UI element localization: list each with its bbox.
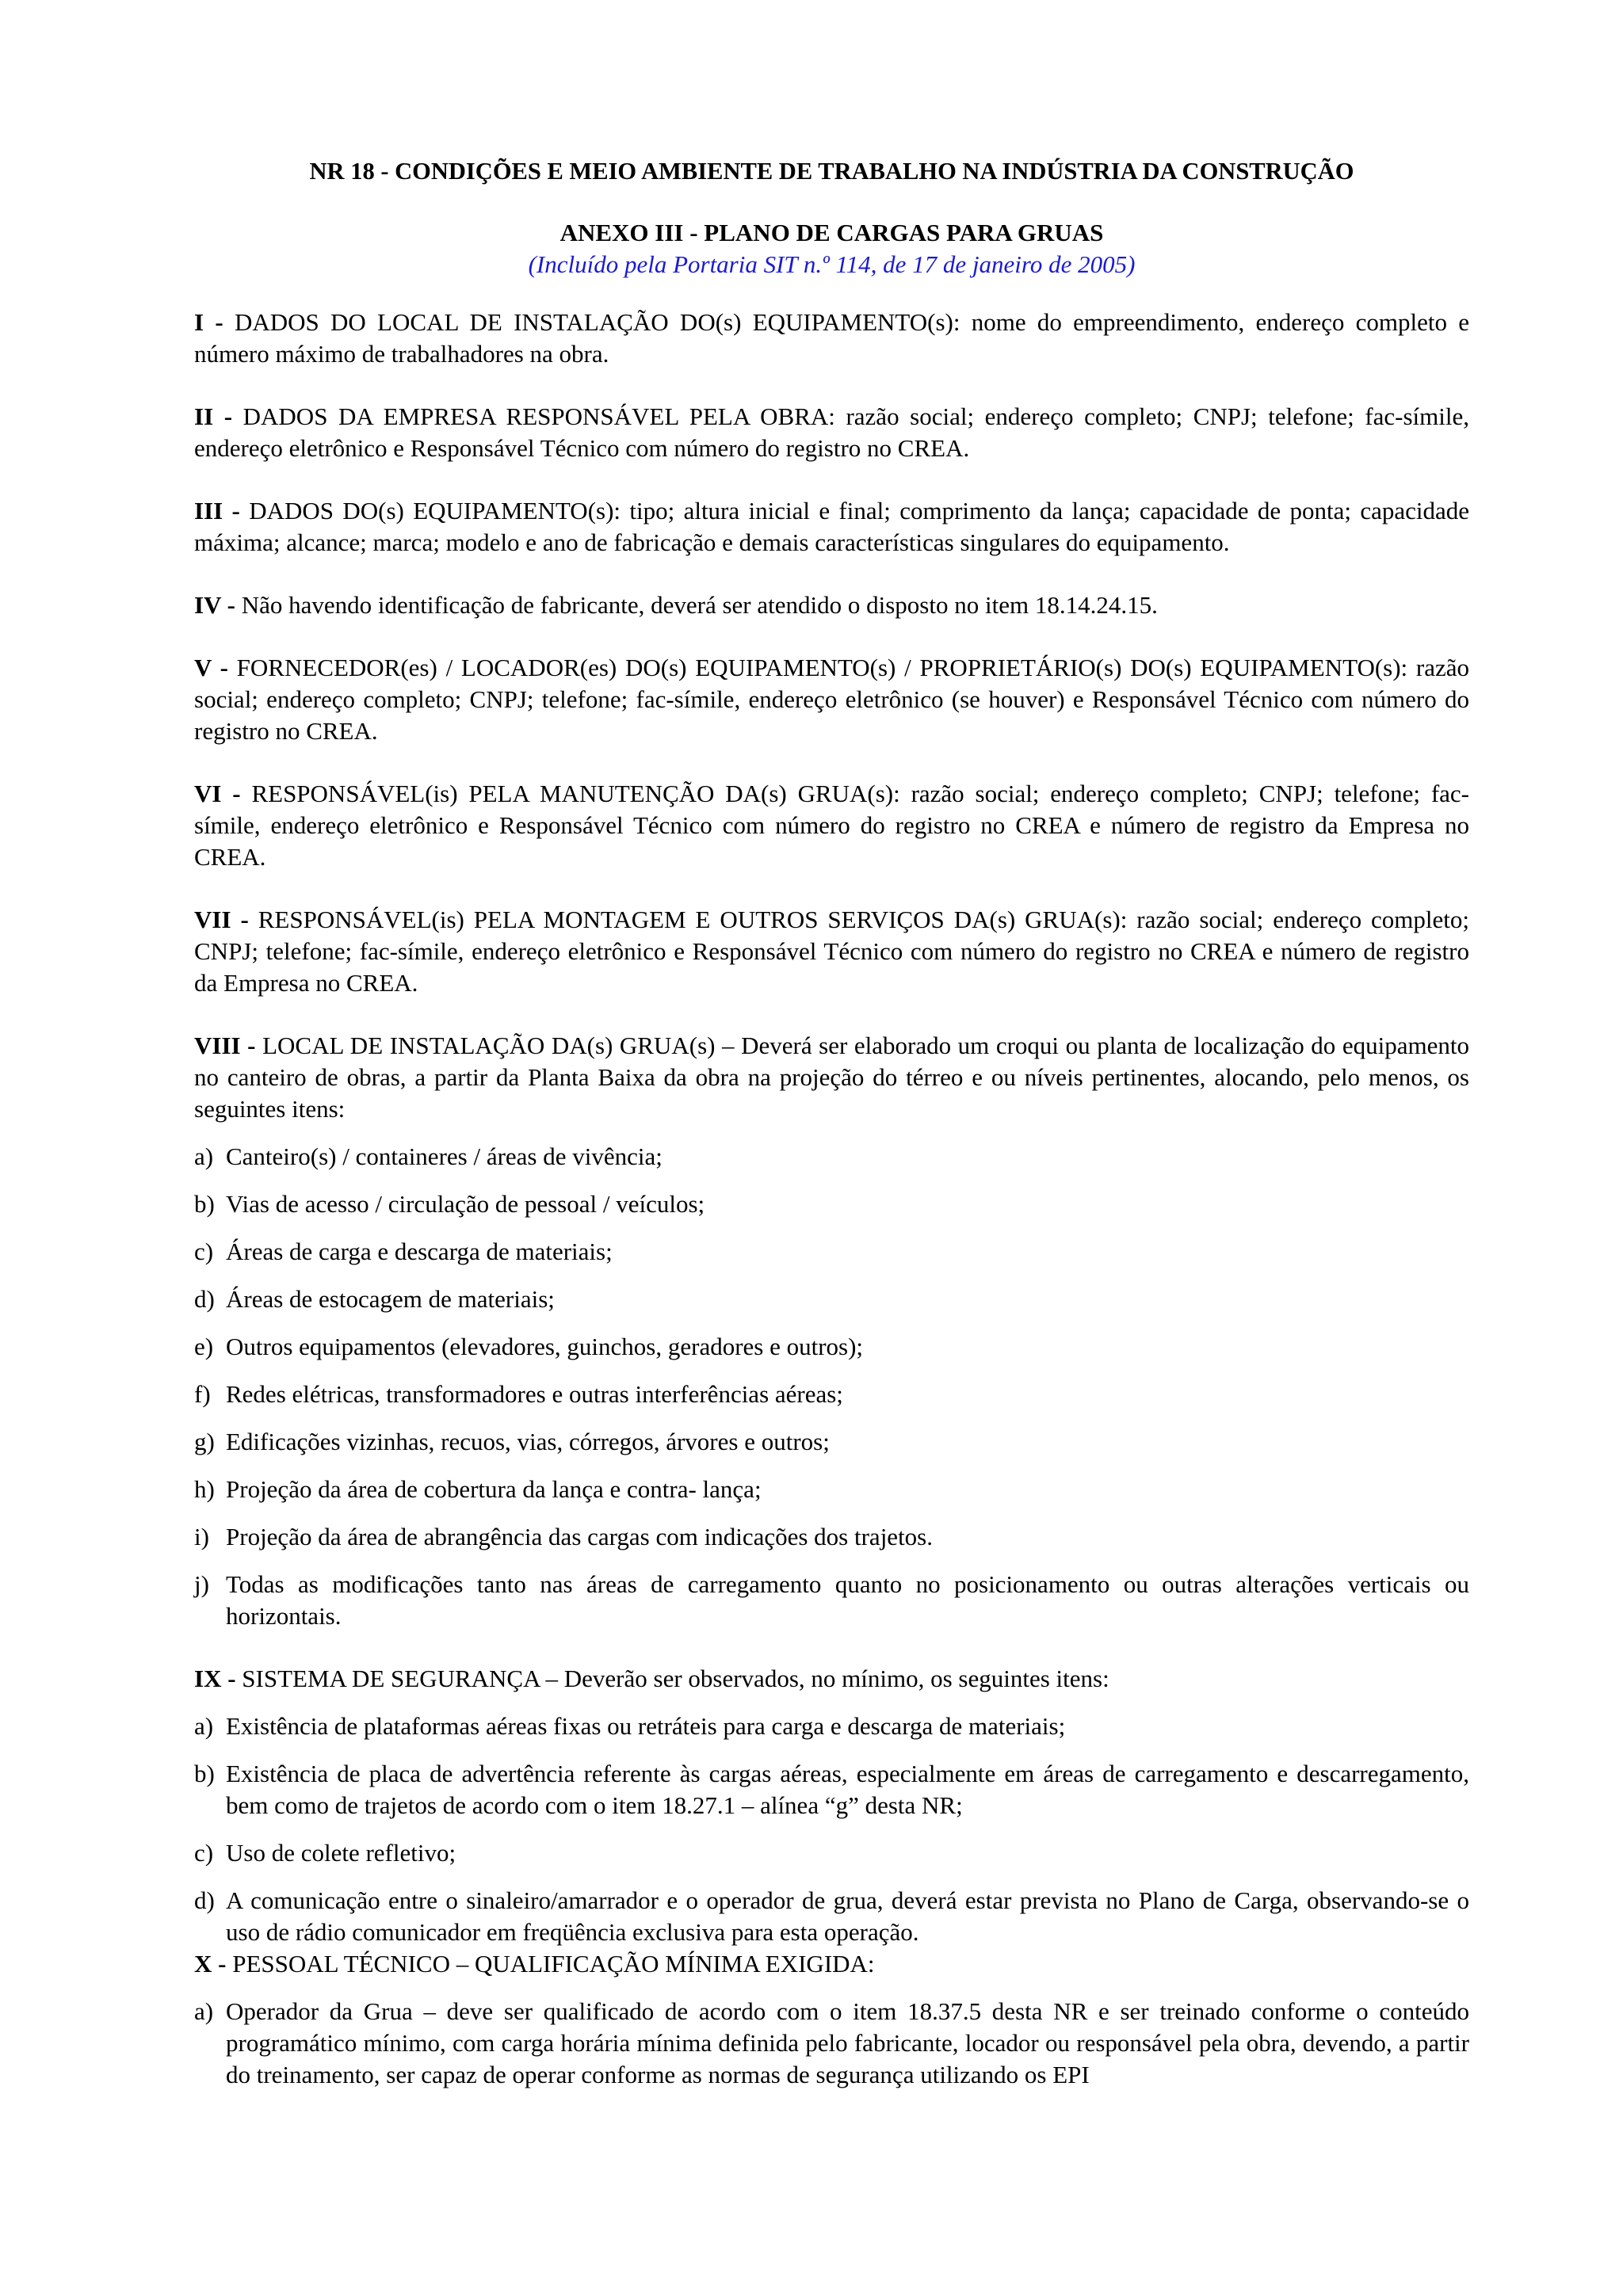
list-item-label: g) xyxy=(194,1428,215,1455)
section-viii xyxy=(194,1030,1469,1125)
list-item-text: Áreas de estocagem de materiais; xyxy=(226,1285,555,1313)
list-item-text: Outros equipamentos (elevadores, guinchos, geradores e outros); xyxy=(226,1333,864,1360)
section-ix xyxy=(194,1663,1469,1695)
list-item xyxy=(194,1758,1469,1821)
list-item xyxy=(194,1521,1469,1553)
section-number: III - xyxy=(194,497,240,524)
section-number: IV - xyxy=(194,591,235,619)
list-item-text: Redes elétricas, transformadores e outras interferências aéreas; xyxy=(226,1380,843,1408)
section-number: II - xyxy=(194,402,233,430)
list-item-label: i) xyxy=(194,1523,209,1550)
section-text: Não havendo identificação de fabricante, deverá ser atendido o disposto no item 18.14.24.15. xyxy=(241,591,1158,619)
list-item-label: d) xyxy=(194,1886,215,1914)
section-number: VIII - xyxy=(194,1032,256,1059)
list-item-label: a) xyxy=(194,1997,214,2025)
section-text: FORNECEDOR(es) / LOCADOR(es) DO(s) EQUIPAMENTO(s) / PROPRIETÁRIO(s) DO(s) EQUIPAMENTO(s): razão social; endereço completo; CNPJ; telefone; fac-símile, endereço eletrônico (se houver) e Responsável Técnico com número do registro no CREA. xyxy=(194,654,1470,745)
section-number: I - xyxy=(194,308,223,336)
list-item xyxy=(194,1426,1469,1458)
list-item xyxy=(194,1331,1469,1363)
section-text: SISTEMA DE SEGURANÇA – Deverão ser observados, no mínimo, os seguintes itens: xyxy=(242,1665,1109,1692)
section-text: RESPONSÁVEL(is) PELA MONTAGEM E OUTROS SERVIÇOS DA(s) GRUA(s): razão social; endereço completo; CNPJ; telefone; fac-símile, endereço eletrônico e Responsável Técnico com número do registro no CREA e número de registro da Empresa no CREA. xyxy=(194,906,1469,997)
section-text: DADOS DO LOCAL DE INSTALAÇÃO DO(s) EQUIPAMENTO(s): nome do empreendimento, endereço completo e número máximo de trabalhadores na obra. xyxy=(194,308,1470,368)
list-item xyxy=(194,1837,1469,1869)
list-item-label: c) xyxy=(194,1238,214,1265)
list-item-text: Existência de plataformas aéreas fixas ou retráteis para carga e descarga de materiais; xyxy=(226,1712,1066,1740)
section-number: VI - xyxy=(194,780,241,807)
section-number: V - xyxy=(194,654,228,681)
list-item-text: Vias de acesso / circulação de pessoal / veículos; xyxy=(226,1190,705,1218)
list-item xyxy=(194,1379,1469,1410)
list-item xyxy=(194,1188,1469,1220)
list-item-label: e) xyxy=(194,1333,214,1360)
list-item xyxy=(194,1569,1469,1632)
list-item-label: a) xyxy=(194,1712,214,1740)
section-text: PESSOAL TÉCNICO – QUALIFICAÇÃO MÍNIMA EXIGIDA: xyxy=(232,1950,875,1978)
list-item xyxy=(194,1236,1469,1268)
section-text: DADOS DA EMPRESA RESPONSÁVEL PELA OBRA: razão social; endereço completo; CNPJ; telefone; fac-símile, endereço eletrônico e Responsável Técnico com número do registro no CREA. xyxy=(194,402,1469,462)
section-iii xyxy=(194,495,1469,559)
document-title: NR 18 - CONDIÇÕES E MEIO AMBIENTE DE TRABALHO NA INDÚSTRIA DA CONSTRUÇÃO xyxy=(309,158,1354,185)
list-item-label: h) xyxy=(194,1475,215,1503)
section-number: X - xyxy=(194,1950,227,1978)
section-v xyxy=(194,652,1469,747)
list-item-label: f) xyxy=(194,1380,211,1408)
section-number: VII - xyxy=(194,906,249,933)
section-ii xyxy=(194,401,1469,464)
list-item-text: Todas as modificações tanto nas áreas de carregamento quanto no posicionamento ou outras alterações verticais ou horizontais. xyxy=(226,1570,1469,1630)
list-item xyxy=(194,1474,1469,1505)
annex-title: ANEXO III - PLANO DE CARGAS PARA GRUAS xyxy=(559,219,1104,246)
section-i xyxy=(194,307,1469,370)
list-item-text: Projeção da área de abrangência das cargas com indicações dos trajetos. xyxy=(226,1523,933,1550)
list-item xyxy=(194,1141,1469,1173)
section-text: DADOS DO(s) EQUIPAMENTO(s): tipo; altura inicial e final; comprimento da lança; capacidade de ponta; capacidade máxima; alcance; marca; modelo e ano de fabricação e demais características singulares do equipamento. xyxy=(194,497,1469,556)
list-item xyxy=(194,1711,1469,1742)
list-item-label: j) xyxy=(194,1570,209,1598)
list-item xyxy=(194,1283,1469,1315)
list-item-label: a) xyxy=(194,1142,214,1170)
list-item-text: Existência de placa de advertência referente às cargas aéreas, especialmente em áreas de carregamento e descarregamento, bem como de trajetos de acordo com o item 18.27.1 – alínea “g” desta NR; xyxy=(226,1760,1469,1819)
list-item-text: Canteiro(s) / containeres / áreas de vivência; xyxy=(226,1142,663,1170)
list-item-label: c) xyxy=(194,1839,214,1867)
list-item-text: Operador da Grua – deve ser qualificado de acordo com o item 18.37.5 desta NR e ser treinado conforme o conteúdo programático mínimo, com carga horária mínima definida pelo fabricante, locador ou responsável pela obra, devendo, a partir do treinamento, ser capaz de operar conforme as normas de segurança utilizando os EPI xyxy=(226,1997,1469,2088)
annex-subtitle: (Incluído pela Portaria SIT n.º 114, de 17 de janeiro de 2005) xyxy=(528,250,1136,278)
list-item-label: b) xyxy=(194,1190,215,1218)
list-item xyxy=(194,1885,1469,1948)
list-item xyxy=(194,1996,1469,2091)
list-item-label: b) xyxy=(194,1760,215,1787)
section-vii xyxy=(194,904,1469,999)
list-item-text: Edificações vizinhas, recuos, vias, córregos, árvores e outros; xyxy=(226,1428,830,1455)
section-text: RESPONSÁVEL(is) PELA MANUTENÇÃO DA(s) GRUA(s): razão social; endereço completo; CNPJ; telefone; fac-símile, endereço eletrônico e Responsável Técnico com número do registro no CREA e número de registro da Empresa no CREA. xyxy=(194,780,1470,871)
section-iv xyxy=(194,589,1469,621)
list-item-text: Uso de colete refletivo; xyxy=(226,1839,456,1867)
section-text: LOCAL DE INSTALAÇÃO DA(s) GRUA(s) – Deverá ser elaborado um croqui ou planta de localização do equipamento no canteiro de obras, a partir da Planta Baixa da obra na projeção do térreo e ou níveis pertinentes, alocando, pelo menos, os seguintes itens: xyxy=(194,1032,1469,1123)
section-number: IX - xyxy=(194,1665,236,1692)
section-vi xyxy=(194,778,1469,873)
list-item-text: A comunicação entre o sinaleiro/amarrador e o operador de grua, deverá estar prevista no Plano de Carga, observando-se o uso de rádio comunicador em freqüência exclusiva para esta operação. xyxy=(226,1886,1469,1946)
list-item-text: Áreas de carga e descarga de materiais; xyxy=(226,1238,613,1265)
section-x xyxy=(194,1948,1469,1980)
list-item-label: d) xyxy=(194,1285,215,1313)
list-item-text: Projeção da área de cobertura da lança e contra- lança; xyxy=(226,1475,762,1503)
